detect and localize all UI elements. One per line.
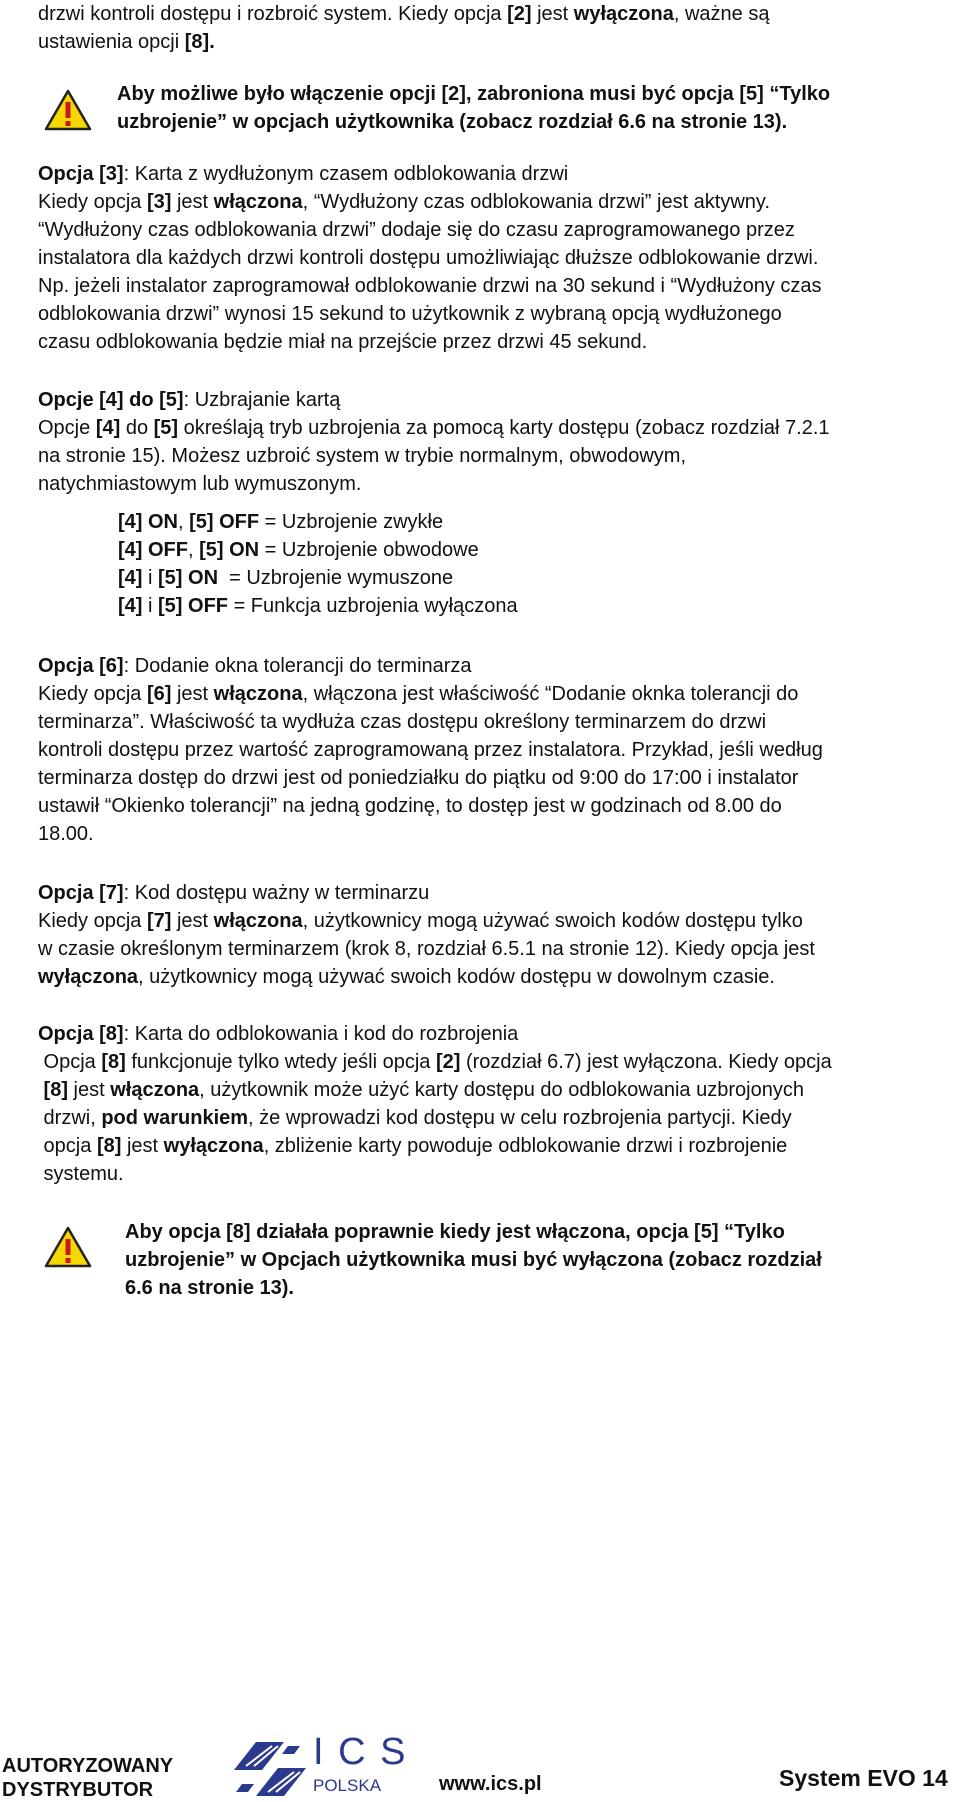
body-line: na stronie 15). Możesz uzbroić system w trybie normalnym, obwodowym, (38, 445, 687, 467)
state-enabled: włączona (213, 683, 303, 705)
mode-sep: i (142, 595, 159, 617)
distributor-line: AUTORYZOWANY (2, 1755, 174, 1777)
intro-text: drzwi kontroli dostępu i rozbroić system. Kiedy opcja (38, 3, 508, 25)
body-text: , zbliżenie karty powoduje odblokowanie drzwi i rozbrojenie (263, 1135, 788, 1157)
body-line: instalatora dla każdych drzwi kontroli dostępu umożliwiając dłuższe odblokowanie drzwi. (38, 247, 819, 269)
option-label: Opcja [6] (38, 655, 124, 677)
state-enabled: włączona (213, 191, 303, 213)
mode-option: [5] ON (158, 567, 219, 589)
warning-triangle-icon (44, 89, 92, 131)
page-number-label: System EVO 14 (779, 1765, 948, 1791)
body-line: systemu. (38, 1163, 124, 1185)
distributor-line: DYSTRYBUTOR (2, 1779, 154, 1801)
state-disabled: wyłączona (163, 1135, 264, 1157)
body-line: terminarza”. Właściwość ta wydłuża czas dostępu określony terminarzem do drzwi (38, 711, 767, 733)
option-ref: [7] (146, 910, 172, 932)
body-line: “Wydłużony czas odblokowania drzwi” dodaje się do czasu zaprogramowanego przez (38, 219, 795, 241)
page-footer (0, 1726, 960, 1802)
option-6-section (38, 652, 943, 848)
body-text: Kiedy opcja (38, 683, 147, 705)
option-4-5-section (38, 386, 943, 498)
intro-text: , ważne są (673, 3, 770, 25)
body-text: , “Wydłużony czas odblokowania drzwi” jest aktywny. (302, 191, 770, 213)
body-line: 18.00. (38, 823, 94, 845)
option-8-heading (38, 1020, 943, 1048)
state-enabled: włączona (110, 1079, 200, 1101)
arming-mode-item (118, 592, 518, 620)
option-ref: [8] (38, 1079, 68, 1101)
body-line: czasu odblokowania będzie miał na przejście przez drzwi 45 sekund. (38, 331, 648, 353)
body-line: ustawił “Okienko tolerancji” na jedną godzinę, to dostęp jest w godzinach od 8.00 do (38, 795, 782, 817)
body-line: w czasie określonym terminarzem (krok 8, rozdział 6.5.1 na stronie 12). Kiedy opcja jest (38, 938, 815, 960)
body-text: Opcja (38, 1051, 102, 1073)
body-text: , użytkownicy mogą używać swoich kodów dostępu tylko (302, 910, 803, 932)
arming-mode-item (118, 508, 518, 536)
warning-text: uzbrojenie” w Opcjach użytkownika musi być wyłączona (zobacz rozdział (125, 1249, 822, 1271)
body-line: odblokowania drzwi” wynosi 15 sekund to użytkownik z wybraną opcją wydłużonego (38, 303, 782, 325)
mode-option: [4] ON (118, 511, 178, 533)
mode-option: [4] (118, 567, 143, 589)
condition-text: pod warunkiem (101, 1107, 249, 1129)
option-label: Opcja [7] (38, 882, 124, 904)
option-ref: [8] (101, 1051, 126, 1073)
mode-desc: = Uzbrojenie zwykłe (259, 511, 444, 533)
body-text: określają tryb uzbrojenia za pomocą karty dostępu (zobacz rozdział 7.2.1 (178, 417, 830, 439)
option-title: : Kod dostępu ważny w terminarzu (123, 882, 430, 904)
body-text: , użytkownik może użyć karty dostępu do odblokowania uzbrojonych (199, 1079, 804, 1101)
body-text: jest (68, 1079, 111, 1101)
intro-text: ustawienia opcji (38, 31, 185, 53)
option-6-heading (38, 652, 943, 680)
body-text: , włączona jest właściwość “Dodanie oknka tolerancji do (302, 683, 799, 705)
arming-modes-list (118, 508, 518, 620)
mode-sep: , (188, 539, 200, 561)
body-text: , użytkownicy mogą używać swoich kodów dostępu w dowolnym czasie. (138, 966, 775, 988)
option-title: : Uzbrajanie kartą (183, 389, 341, 411)
distributor-label (2, 1754, 173, 1802)
mode-option: [5] OFF (158, 595, 229, 617)
body-text: , że wprowadzi kod dostępu w celu rozbrojenia partycji. Kiedy (248, 1107, 792, 1129)
body-text: opcja (38, 1135, 97, 1157)
body-line: terminarza dostęp do drzwi jest od poniedziałku do piątku od 9:00 do 17:00 i instalator (38, 767, 799, 789)
body-text: jest (171, 191, 214, 213)
body-text: (rozdział 6.7) jest wyłączona. Kiedy opcja (460, 1051, 832, 1073)
warning-text: Aby opcja [8] działała poprawnie kiedy jest włączona, opcja [5] “Tylko (125, 1221, 785, 1243)
intro-option-2: [2] (507, 3, 532, 25)
mode-sep: , (178, 511, 190, 533)
arming-mode-item (118, 564, 518, 592)
mode-option: [4] OFF (118, 539, 188, 561)
body-line: kontroli dostępu przez wartość zaprogramowaną przez instalatora. Przykład, jeśli według (38, 739, 823, 761)
option-3-heading (38, 160, 943, 188)
warning-triangle-icon (44, 1226, 92, 1268)
ics-logo-subtext: POLSKA (313, 1776, 382, 1795)
mode-desc: = Uzbrojenie obwodowe (259, 539, 479, 561)
option-8-section (38, 1020, 943, 1188)
warning-text: 6.6 na stronie 13). (125, 1277, 294, 1299)
option-4-5-heading (38, 386, 943, 414)
intro-paragraph (38, 0, 943, 56)
mode-desc: = Uzbrojenie wymuszone (218, 567, 454, 589)
intro-option-8: [8]. (184, 31, 215, 53)
mode-sep: i (142, 567, 159, 589)
arming-mode-item (118, 536, 518, 564)
warning-text: Aby możliwe było włączenie opcji [2], zabroniona musi być opcja [5] “Tylko (117, 83, 831, 105)
state-disabled: wyłączona (38, 966, 139, 988)
mode-option: [5] OFF (189, 511, 260, 533)
body-text: Opcje (38, 417, 96, 439)
option-ref: [3] (146, 191, 172, 213)
website-link[interactable]: www.ics.pl (439, 1773, 542, 1795)
option-3-section (38, 160, 943, 356)
option-title: : Dodanie okna tolerancji do terminarza (123, 655, 472, 677)
option-title: : Karta do odblokowania i kod do rozbrojenia (123, 1023, 519, 1045)
body-text: jest (121, 1135, 164, 1157)
option-ref: [8] (96, 1135, 122, 1157)
option-label: Opcja [8] (38, 1023, 124, 1045)
option-7-section (38, 879, 943, 991)
body-text: jest (171, 910, 214, 932)
intro-text: jest (531, 3, 574, 25)
ics-logo-text: I C S (313, 1731, 408, 1773)
mode-option: [5] ON (199, 539, 260, 561)
body-text: jest (171, 683, 214, 705)
option-ref: [2] (435, 1051, 461, 1073)
body-line: Np. jeżeli instalator zaprogramował odblokowanie drzwi na 30 sekund i “Wydłużony czas (38, 275, 822, 297)
body-line: natychmiastowym lub wymuszonym. (38, 473, 362, 495)
mode-desc: = Funkcja uzbrojenia wyłączona (228, 595, 518, 617)
option-ref: [4] (95, 417, 121, 439)
body-text: drzwi, (38, 1107, 102, 1129)
state-enabled: włączona (213, 910, 303, 932)
option-label: Opcja [3] (38, 163, 124, 185)
body-text: funkcjonuje tylko wtedy jeśli opcja (125, 1051, 436, 1073)
mode-option: [4] (118, 595, 143, 617)
ics-logo-mark-icon (232, 1740, 308, 1798)
option-ref: [5] (153, 417, 179, 439)
option-label: Opcje [4] do [5] (38, 389, 184, 411)
option-7-heading (38, 879, 943, 907)
warning-text: uzbrojenie” w opcjach użytkownika (zobacz rozdział 6.6 na stronie 13). (117, 111, 788, 133)
option-ref: [6] (146, 683, 172, 705)
option-title: : Karta z wydłużonym czasem odblokowania drzwi (123, 163, 569, 185)
body-text: do (120, 417, 154, 439)
body-text: Kiedy opcja (38, 191, 147, 213)
intro-disabled: wyłączona (573, 3, 674, 25)
body-text: Kiedy opcja (38, 910, 147, 932)
